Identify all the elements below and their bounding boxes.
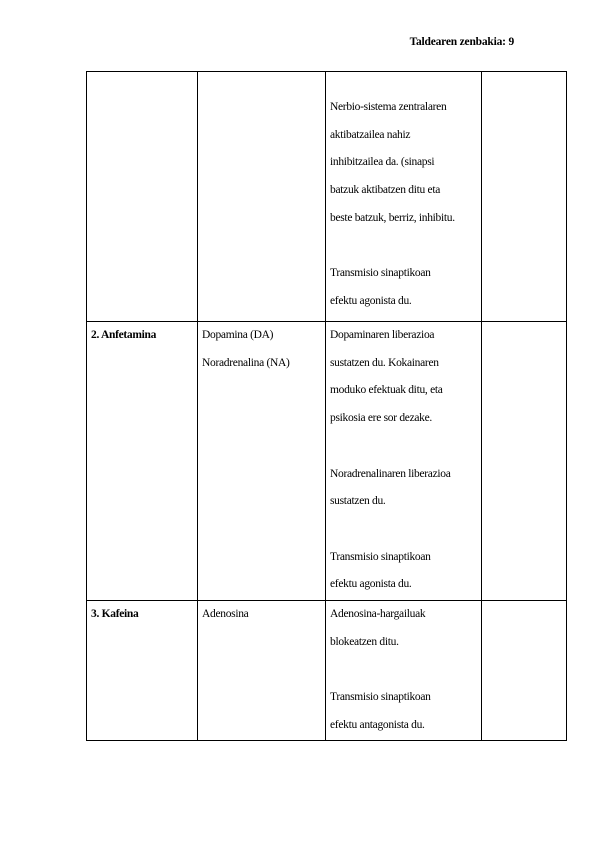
effect-line: batzuk aktibatzen ditu eta <box>330 184 441 197</box>
spacer <box>330 233 477 261</box>
effect-line: psikosia ere sor dezake. <box>330 412 433 425</box>
effect-line: efektu agonista du. <box>330 578 412 591</box>
drug-name: 3. Kafeina <box>91 608 139 620</box>
table-row <box>87 322 567 601</box>
drug-cell <box>87 322 198 601</box>
drug-cell <box>87 601 198 741</box>
neurotransmitter-line: Noradrenalina (NA) <box>202 356 290 369</box>
effect-line: efektu antagonista du. <box>330 718 425 731</box>
effect-cell <box>326 72 482 322</box>
effect-line: moduko efektuak ditu, eta <box>330 384 443 397</box>
effect-line: Transmisio sinaptikoan <box>330 550 431 563</box>
empty-cell <box>482 72 567 322</box>
effect-cell <box>326 601 482 741</box>
effect-line: sustatzen du. <box>330 495 386 508</box>
neurotransmitter-line: Adenosina <box>202 608 249 620</box>
empty-cell <box>482 601 567 741</box>
effect-line: Transmisio sinaptikoan <box>330 691 431 704</box>
effect-line: Transmisio sinaptikoan <box>330 267 431 280</box>
effect-line: blokeatzen ditu. <box>330 635 399 648</box>
drug-table <box>86 71 567 741</box>
effect-line: aktibatzailea nahiz <box>330 128 411 141</box>
neurotransmitter-cell <box>198 322 326 601</box>
effect-line: sustatzen du. Kokainaren <box>330 356 439 369</box>
effect-line: Nerbio-sistema zentralaren <box>330 101 447 113</box>
drug-name: 2. Anfetamina <box>91 329 157 341</box>
effect-line: Adenosina-hargailuak <box>330 608 426 620</box>
spacer <box>330 516 477 544</box>
drug-cell <box>87 72 198 322</box>
effect-line: efektu agonista du. <box>330 294 412 307</box>
spacer <box>330 433 477 461</box>
effect-cell <box>326 322 482 601</box>
neurotransmitter-line: Dopamina (DA) <box>202 329 274 341</box>
empty-cell <box>482 322 567 601</box>
table-row <box>87 601 567 741</box>
effect-line: Dopaminaren liberazioa <box>330 329 435 341</box>
effect-line: inhibitzailea da. (sinapsi <box>330 156 435 169</box>
effect-line: beste batzuk, berriz, inhibitu. <box>330 211 455 224</box>
group-number-header: Taldearen zenbakia: 9 <box>409 36 514 48</box>
spacer <box>330 656 477 684</box>
table-row <box>87 72 567 322</box>
neurotransmitter-cell <box>198 601 326 741</box>
effect-line: Noradrenalinaren liberazioa <box>330 467 451 480</box>
neurotransmitter-cell <box>198 72 326 322</box>
